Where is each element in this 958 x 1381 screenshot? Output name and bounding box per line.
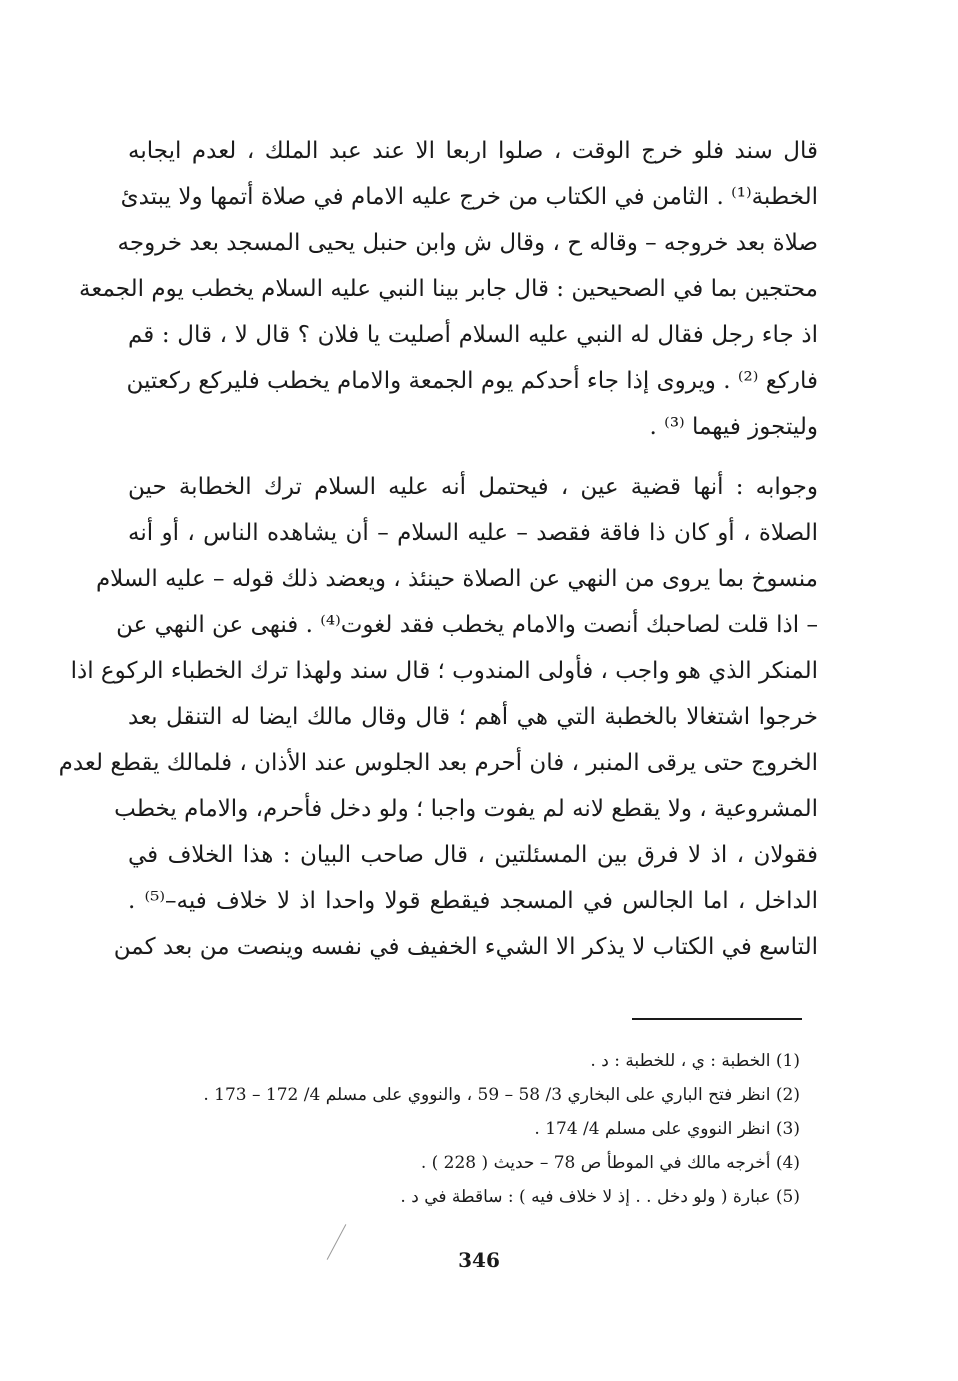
footnote: (2) انظر فتح الباري على البخاري 3/ 58 – 59 ، والنووي على مسلم 4/ 172 – 173 . <box>203 1085 800 1105</box>
body-text <box>58 128 818 970</box>
text-line: منسوخ بما يروى من النهي عن الصلاة حينئذ ، ويعضد ذلك قوله – عليه السلام <box>95 566 818 592</box>
text-line: التاسع في الكتاب لا يذكر الا الشيء الخفيف في نفسه وينصت من بعد كمن <box>113 934 818 960</box>
text-line: صلاة بعد خروجه – وقاله ح ، وقال ش وابن حنبل يحيى المسجد بعد خروجه <box>117 230 818 256</box>
text-line: قال سند فلو خرج الوقت ، صلوا اربعا الا عند عبد الملك ، لعدم ايجابه <box>128 138 818 164</box>
text-line: اذ جاء رجل فقال له النبي عليه السلام أصليت يا فلان ؟ قال لا ، قال : قم <box>128 322 818 348</box>
text-line: الخطبة⁽¹⁾ . الثامن في الكتاب من خرج عليه الامام في صلاة أتمها ولا يبتدئ <box>120 184 818 210</box>
footnotes <box>150 1044 800 1214</box>
text-line: الصلاة ، أو كان ذا فاقة فقصد – عليه السلام – أن يشاهده الناس ، أو أنه <box>128 520 818 546</box>
text-line: وجوابه : أنها قضية عين ، فيحتمل أنه عليه السلام ترك الخطابة حين <box>128 474 818 500</box>
footnote: (1) الخطبة : ي ، للخطبة : د . <box>590 1051 800 1071</box>
text-line: فاركع ⁽²⁾ . ويروى إذا جاء أحدكم يوم الجمعة والامام يخطب فليركع ركعتين <box>126 368 818 394</box>
text-line: الداخل ، اما الجالس في المسجد فيقطع قولا واحدا اذ لا خلاف فيه–⁽⁵⁾ . <box>128 888 818 914</box>
footnote: (3) انظر النووي على مسلم 4/ 174 . <box>534 1119 800 1139</box>
scan-mark <box>327 1224 347 1260</box>
text-line: الخروج حتى يرقى المنبر ، فان أحرم بعد الجلوس عند الأذان ، فلمالك يقطع لعدم <box>58 750 818 776</box>
text-line: المشروعية ، ولا يقطع لانه لم يفوت واجبا ؛ ولو دخل فأحرم، والامام يخطب <box>114 796 818 822</box>
footnote: (5) عبارة ( ولو دخل . . إذ لا خلاف فيه ) : ساقطة في د . <box>400 1187 800 1207</box>
page-number: 346 <box>458 1248 500 1272</box>
text-line: فقولان ، اذ لا فرق بين المسئلتين ، قال صاحب البيان : هذا الخلاف في <box>128 842 818 868</box>
text-line: خرجوا اشتغالا بالخطبة التي هي أهم ؛ قال وقال مالك ايضا له التنقل بعد <box>128 704 818 730</box>
text-line: المنكر الذي هو واجب ، فأولى المندوب ؛ قال سند ولهذا ترك الخطباء الركوع اذا <box>70 658 818 684</box>
text-line: – اذا قلت لصاحبك أنصت والامام يخطب فقد لغوت⁽⁴⁾ . فنهى عن النهي عن <box>116 612 818 638</box>
footnote-separator <box>632 1018 802 1020</box>
text-line: محتجين بما في الصحيحين : قال جابر بينا النبي عليه السلام يخطب يوم الجمعة <box>79 276 818 302</box>
footnote: (4) أخرجه مالك في الموطأ ص 78 – حديث ( 228 ) . <box>420 1153 800 1173</box>
text-line: وليتجوز فيهما ⁽³⁾ . <box>649 414 818 440</box>
